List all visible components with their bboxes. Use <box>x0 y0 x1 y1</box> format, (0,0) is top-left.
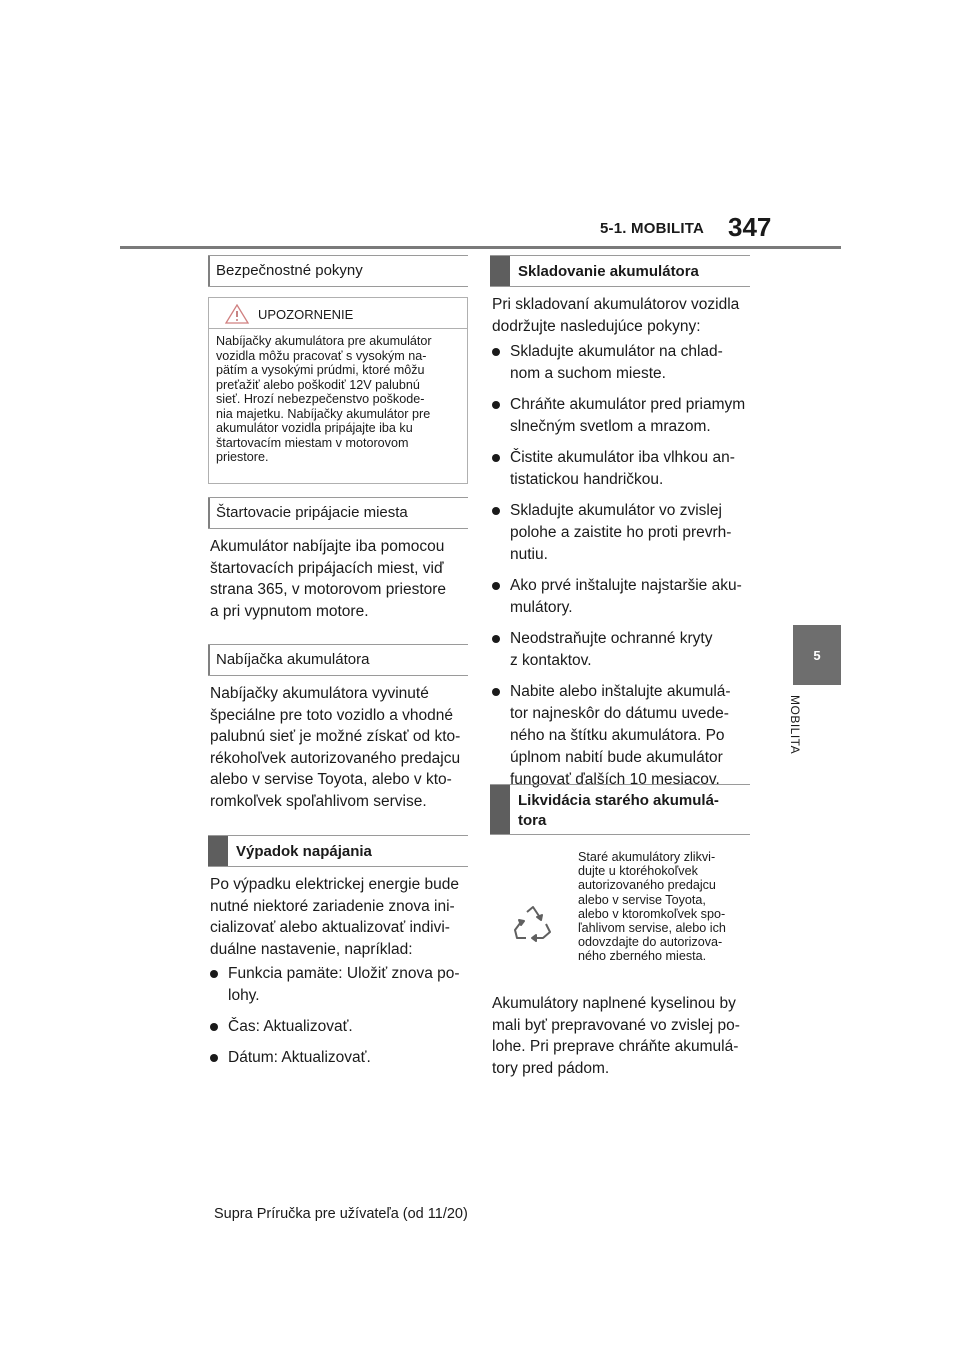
warning-title: UPOZORNENIE <box>258 307 354 322</box>
list-item-line: úplnom nabití bude akumulátor <box>510 749 723 766</box>
list-item <box>492 394 755 438</box>
heading-bar <box>490 785 510 834</box>
storage-list <box>492 341 755 800</box>
list-item <box>492 341 755 385</box>
list-item <box>492 575 755 619</box>
bullet-icon <box>492 401 500 409</box>
paragraph-line: a pri vypnutom motore. <box>210 602 369 620</box>
recycle-line: ného zberného miesta. <box>578 949 707 964</box>
warning-line: preťažiť alebo poškodiť 12V palubnú <box>216 377 420 392</box>
storage-heading <box>490 255 750 287</box>
outage-heading-text: Výpadok napájania <box>236 843 372 860</box>
safety-heading <box>208 255 468 287</box>
transport-paragraph <box>492 993 757 1079</box>
list-item <box>210 1016 473 1038</box>
list-item <box>492 447 755 491</box>
recycle-line: alebo v ktoromkoľvek spo- <box>578 906 726 921</box>
warning-line: nia majetku. Nabíjačky akumulátor pre <box>216 406 431 421</box>
bullet-icon <box>210 1054 218 1062</box>
paragraph-line: cializovať alebo aktualizovať indivi- <box>210 919 450 936</box>
recycle-line: autorizovaného predajcu <box>578 878 716 893</box>
heading-bar <box>490 256 510 286</box>
warning-line: vozidla môžu pracovať s vysokým na- <box>216 348 427 363</box>
warning-header <box>209 298 467 329</box>
paragraph-line: strana 365, v motorovom priestore <box>210 581 447 598</box>
heading-bar <box>208 498 210 528</box>
warning-box <box>208 297 468 484</box>
paragraph-line: dodržujte nasledujúce pokyny: <box>492 317 701 335</box>
bullet-icon <box>492 348 500 356</box>
list-item-line: Neodstraňujte ochranné kryty <box>510 630 713 647</box>
recycle-line: alebo v servise Toyota, <box>578 892 706 907</box>
paragraph-line: špeciálne pre toto vozidlo a vhodné <box>210 706 453 724</box>
bullet-icon <box>210 970 218 978</box>
warning-triangle-icon <box>225 304 249 324</box>
bullet-icon <box>492 454 500 462</box>
disposal-heading <box>490 784 750 835</box>
start-points-paragraph <box>210 536 475 622</box>
list-item-line: Čistite akumulátor iba vlhkou an- <box>510 449 735 466</box>
list-item-line: Chráňte akumulátor pred priamym <box>510 396 746 413</box>
list-item <box>210 963 473 1007</box>
paragraph-line: mali byť prepravované vo zvislej po- <box>492 1016 740 1034</box>
bullet-icon <box>492 635 500 643</box>
recycle-line: dujte u ktoréhokoľvek <box>578 864 698 879</box>
start-points-heading-text: Štartovacie pripájacie miesta <box>216 504 408 521</box>
list-item-line: nom a suchom mieste. <box>510 365 666 382</box>
safety-heading-text: Bezpečnostné pokyny <box>216 262 363 279</box>
paragraph-line: duálne nastavenie, napríklad: <box>210 940 413 958</box>
heading-bar <box>208 256 210 286</box>
charger-paragraph <box>210 683 475 812</box>
chapter-label <box>784 695 804 775</box>
paragraph-line: Akumulátor nabíjajte iba pomocou <box>210 538 445 555</box>
storage-intro <box>492 294 757 337</box>
paragraph-line: štartovacích pripájacích miest, viď <box>210 559 444 577</box>
header-rule <box>120 246 841 249</box>
list-item <box>492 681 755 791</box>
paragraph-line: palubnú sieť je možné získať od kto- <box>210 728 461 745</box>
list-item-line: tor najneskôr do dátumu uvede- <box>510 705 729 722</box>
paragraph-line: Nabíjačky akumulátora vyvinuté <box>210 685 429 702</box>
heading-line: tora <box>518 812 547 829</box>
paragraph-line: lohe. Pri preprave chráňte akumulá- <box>492 1038 739 1055</box>
paragraph-line: tory pred pádom. <box>492 1059 610 1077</box>
footer-text: Supra Príručka pre užívateľa (od 11/20) <box>214 1206 468 1222</box>
paragraph-line: alebo v servise Toyota, alebo v kto- <box>210 771 452 788</box>
paragraph-line: nutné niektoré zariadenie znova ini- <box>210 897 455 915</box>
recycle-line: ľahlivom servise, alebo ich <box>578 921 726 936</box>
heading-bar <box>208 836 228 866</box>
chapter-label-text: MOBILITA <box>788 695 802 755</box>
list-item-line: Nabite alebo inštalujte akumulá- <box>510 683 731 700</box>
list-item-line: Skladujte akumulátor na chlad- <box>510 343 723 360</box>
list-item-line: Dátum: Aktualizovať. <box>228 1049 371 1066</box>
recycle-line: Staré akumulátory zlikvi- <box>578 850 716 864</box>
list-item-line: mulátory. <box>510 599 573 616</box>
list-item-line: polohe a zaistite ho proti prevrh- <box>510 524 732 541</box>
recycle-icon <box>513 904 553 944</box>
bullet-icon <box>492 688 500 696</box>
bullet-icon <box>492 507 500 515</box>
page-number: 347 <box>728 212 772 242</box>
section-title: 5-1. MOBILITA <box>600 220 704 237</box>
bullet-icon <box>492 582 500 590</box>
start-points-heading <box>208 497 468 529</box>
list-item-line: slnečným svetlom a mrazom. <box>510 418 711 435</box>
outage-list <box>210 963 473 1078</box>
charger-heading-text: Nabíjačka akumulátora <box>216 651 370 668</box>
list-item <box>492 628 755 672</box>
list-item <box>492 500 755 566</box>
paragraph-line: Pri skladovaní akumulátorov vozidla <box>492 296 740 313</box>
heading-bar <box>208 645 210 675</box>
bullet-icon <box>210 1023 218 1031</box>
recycle-line: odovzdajte do autorizova- <box>578 935 723 950</box>
list-item-line: Ako prvé inštalujte najstaršie aku- <box>510 577 742 594</box>
warning-line: Nabíjačky akumulátora pre akumulátor <box>216 334 432 348</box>
list-item-line: Skladujte akumulátor vo zvislej <box>510 502 722 519</box>
heading-line: Likvidácia starého akumulá- <box>518 792 719 809</box>
list-item-line: tistatickou handričkou. <box>510 471 664 488</box>
paragraph-line: rékohoľvek autorizovaného predajcu <box>210 749 461 767</box>
list-item-line: Čas: Aktualizovať. <box>228 1018 353 1035</box>
outage-paragraph <box>210 874 475 960</box>
warning-line: štartovacím miestam v motorovom <box>216 435 409 450</box>
warning-line: priestore. <box>216 450 269 464</box>
warning-line: akumulátor vozidla pripájajte iba ku <box>216 421 413 435</box>
warning-line: pätím a vysokými prúdmi, ktoré môžu <box>216 363 425 377</box>
recycle-text <box>578 850 753 964</box>
list-item-line: z kontaktov. <box>510 652 592 669</box>
chapter-tab: 5 <box>793 625 841 685</box>
list-item <box>210 1047 473 1069</box>
warning-line: sieť. Hrozí nebezpečenstvo poškode- <box>216 392 425 406</box>
list-item-line: ného na štítku akumulátora. Po <box>510 727 725 744</box>
outage-heading <box>208 835 468 867</box>
paragraph-line: Po výpadku elektrickej energie bude <box>210 876 460 893</box>
list-item-line: nutiu. <box>510 546 548 563</box>
paragraph-line: romkoľvek spoľahlivom servise. <box>210 792 427 810</box>
paragraph-line: Akumulátory naplnené kyselinou by <box>492 995 736 1012</box>
storage-heading-text: Skladovanie akumulátora <box>518 263 699 280</box>
disposal-heading-text <box>518 791 719 831</box>
list-item-line: Funkcia pamäte: Uložiť znova po- <box>228 965 460 982</box>
charger-heading <box>208 644 468 676</box>
list-item-line: lohy. <box>228 987 260 1004</box>
list-item-line: fungovať ďalších 10 mesiacov. <box>510 771 720 788</box>
warning-text <box>216 334 466 465</box>
